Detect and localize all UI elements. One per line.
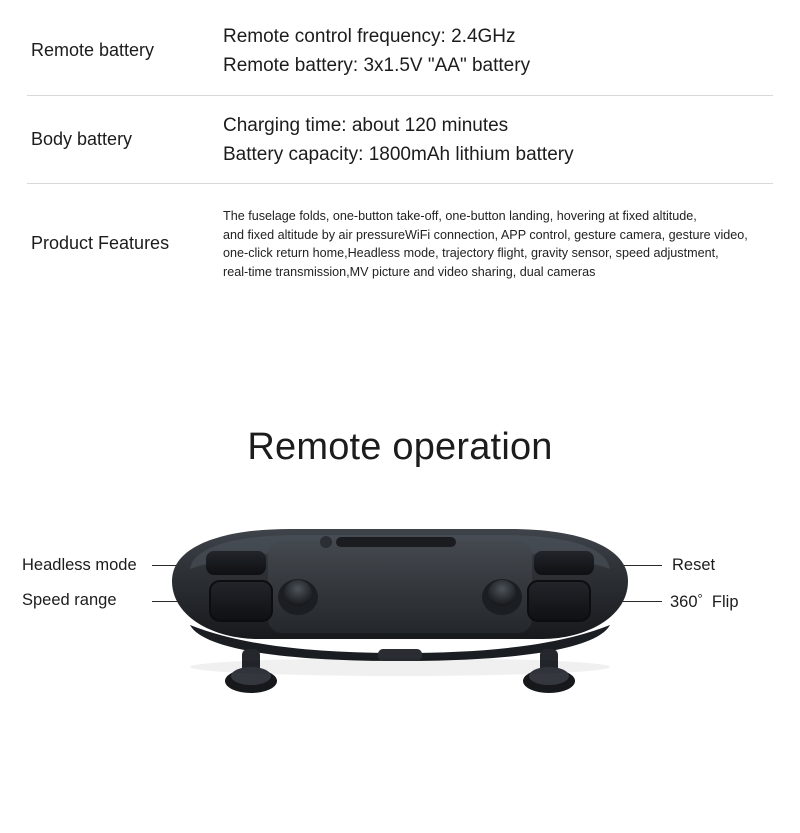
joystick-right[interactable] bbox=[488, 580, 516, 606]
row-value-body-battery bbox=[223, 111, 773, 169]
joystick-left[interactable] bbox=[284, 580, 312, 606]
spec-line: and fixed altitude by air pressureWiFi connection, APP control, gesture camera, gesture video, bbox=[223, 227, 748, 242]
section-title-remote-operation: Remote operation bbox=[247, 426, 553, 468]
callout-headless-mode: Headless mode bbox=[22, 556, 137, 574]
shoulder-button-left[interactable] bbox=[206, 551, 266, 575]
spec-line: one-click return home,Headless mode, trajectory flight, gravity sensor, speed adjustment, bbox=[223, 246, 719, 260]
trigger-button-left[interactable] bbox=[210, 581, 272, 621]
table-row bbox=[27, 6, 773, 96]
spec-line: Remote control frequency: 2.4GHz bbox=[223, 25, 516, 47]
callout-flip-value: 360 bbox=[670, 593, 698, 611]
spec-line: The fuselage folds, one-button take-off, one-button landing, hovering at fixed altitude, bbox=[223, 209, 697, 223]
callout-flip bbox=[670, 591, 739, 612]
trigger-button-right[interactable] bbox=[528, 581, 590, 621]
row-label-product-features: Product Features bbox=[31, 233, 170, 254]
degree-icon: ° bbox=[697, 591, 703, 606]
row-value-product-features bbox=[223, 207, 773, 281]
callout-reset: Reset bbox=[672, 556, 716, 574]
spec-line: Remote battery: 3x1.5V "AA" battery bbox=[223, 54, 531, 76]
remote-controller-illustration bbox=[0, 521, 800, 821]
specifications-table bbox=[27, 0, 773, 304]
callout-flip-label: Flip bbox=[711, 593, 739, 611]
row-label-remote-battery: Remote battery bbox=[31, 39, 155, 60]
spec-line: Charging time: about 120 minutes bbox=[223, 114, 509, 136]
row-label-body-battery: Body battery bbox=[31, 128, 133, 149]
controller-graphic bbox=[150, 521, 650, 821]
row-value-remote-battery bbox=[223, 22, 773, 80]
shoulder-button-right[interactable] bbox=[534, 551, 594, 575]
spec-line: Battery capacity: 1800mAh lithium battery bbox=[223, 143, 574, 165]
brand-plate bbox=[336, 537, 456, 547]
controller-svg bbox=[150, 521, 650, 821]
spec-line: real-time transmission,MV picture and video sharing, dual cameras bbox=[223, 264, 596, 279]
drop-shadow bbox=[190, 658, 610, 676]
callout-speed-range: Speed range bbox=[22, 591, 117, 609]
power-button bbox=[320, 536, 332, 548]
table-row bbox=[27, 184, 773, 304]
table-row bbox=[27, 96, 773, 184]
